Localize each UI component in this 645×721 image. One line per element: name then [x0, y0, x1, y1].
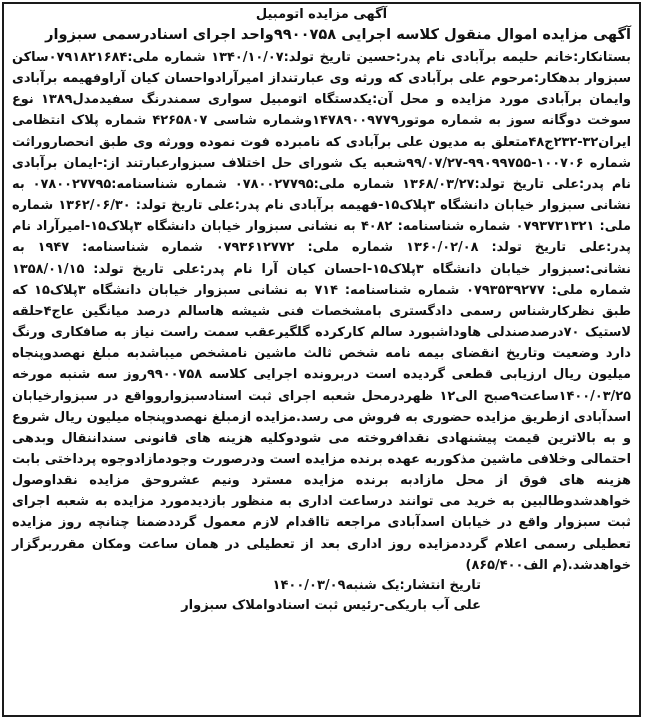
notice-header: آگهی مزایده اتومبیل	[255, 7, 388, 22]
signature: علی آب باریکی-رئیس ثبت اسنادواملاک سبزوار	[181, 597, 481, 613]
publish-date: تاریخ انتشار:یک شنبه۱۴۰۰/۰۳/۰۹	[272, 577, 481, 593]
notice-body: بستانکار:خانم حلیمه برآبادی نام پدر:حسین تاریخ تولد:۱۳۴۰/۱۰/۰۷ شماره ملی:۰۷۹۱۸۲۱۶۸۴ساکن سبزوار بدهکار:مرحوم علی برآبادی که ورثه وی عبارتنداز امیرآرادواحسان کیان آراوفهیمه برآبادی وایمان برآبادی مورد مزایده و محل آن:یکدستگاه اتومبیل سواری سمندرنگ سفیدمدل۱۳۸۹ نوع سوخت دوگانه سوز به شماره موتور۱۴۷۸۹۰۰۹۷۷۹وشماره شاسی ۴۲۶۵۸۰۷ شماره پلاک انتظامی ایران۳۲-۲۳۲ج۴۸متعلق به مدیون علی برآبادی که نامبرده فوت نموده وورثه وی طبق انحصاروراثت شماره ۱۰۰۷۰۶-۹۹۰۹۹۷۵۵-۹۹/۰۷/۲۷شعبه یک شورای حل اختلاف سبزوارعبارتند از:-ایمان برآبادی نام پدر:علی تاریخ تولد:۱۳۶۸/۰۳/۲۷ شماره ملی:۰۷۸۰۰۲۷۷۹۵ شماره شناسنامه:۰۷۸۰۰۲۷۷۹۵ به نشانی سبزوار خیابان دانشگاه ۳پلاک۱۵-فهیمه برآبادی نام پدر:علی تاریخ تولد: ۱۳۶۲/۰۶/۳۰ شماره ملی: ۰۷۹۳۷۳۱۳۲۱ شماره شناسنامه: ۴۰۸۲ به نشانی سبزوار خیابان دانشگاه ۳پلاک۱۵-امیرآراد نام پدر:علی تاریخ تولد: ۱۳۶۰/۰۲/۰۸ شماره ملی: ۰۷۹۳۶۱۲۷۷۲ شماره شناسنامه: ۱۹۴۷ به نشانی:سبزوار خیابان دانشگاه ۳پلاک۱۵-احسان کیان آرا نام پدر:علی تاریخ تولد: ۱۳۵۸/۰۱/۱۵ شماره ملی: ۰۷۹۳۵۳۹۲۷۷ شماره شناسنامه: ۷۱۴ به نشانی سبزوار خیابان دانشگاه ۳پلاک۱۵ که طبق نظرکارشناس رسمی دادگستری بامشخصات فنی شیشه هاسالم درصد میانگین عاج۴حلقه لاستیک ۷۰درصدصندلی هاوداشبورد سالم کارکرده گلگیرعقب سمت راست نیاز به صافکاری ورنگ دارد وضعیت وتاریخ انقضای بیمه نامه شخص ثالث ماشین نامشخص میباشدبه مبلغ نهصدوپنجاه میلیون ریال ارزیابی قطعی گردیده است دربرونده اجرایی کلاسه ۹۹۰۰۷۵۸روز سه شنبه مورخه ۱۴۰۰/۰۳/۲۵ساعت۹صبح الی۱۲ ظهردرمحل شعبه اجرای ثبت اسنادسبزواروواقع در سبزوارخیابان اسدآبادی ازطریق مزایده حضوری به فروش می رسد.مزایده ازمبلغ نهصدوپنجاه میلیون ریال شروع و به بالاترین قیمت پیشنهادی نقدافروخته می شودوکلیه هزینه های قانونی سنداننقال وبدهی احتمالی وخلافی ماشین مذکوربه عهده برنده مزایده است ودرصورت وجودمازادوجوه پرداختی بابت هزینه های فوق از محل مازادبه برنده مزایده مسترد ونیم عشروحق مزایده نقداوصول خواهدشدوطالبین به خرید می توانند درساعت اداری به منظور بازدیدمورد مزایده به شعبه اجرای ثبت سبزوار واقع در خیابان اسدآبادی مراجعه تااقدام لازم معمول گرددضمنا چنانچه روز مزایده تعطیلی رسمی اعلام گرددمزایده روز اداری بعد از تعطیلی در همان ساعت ومکان مقرربرگزار خواهدشد.(م الف۸۶۵/۴۰۰)	[12, 50, 632, 573]
notice-title: آگهی مزایده اموال منقول کلاسه اجرایی ۹۹۰۰۷۵۸واحد اجرای اسنادرسمی سبزوار	[45, 26, 631, 43]
auction-notice	[2, 2, 641, 717]
